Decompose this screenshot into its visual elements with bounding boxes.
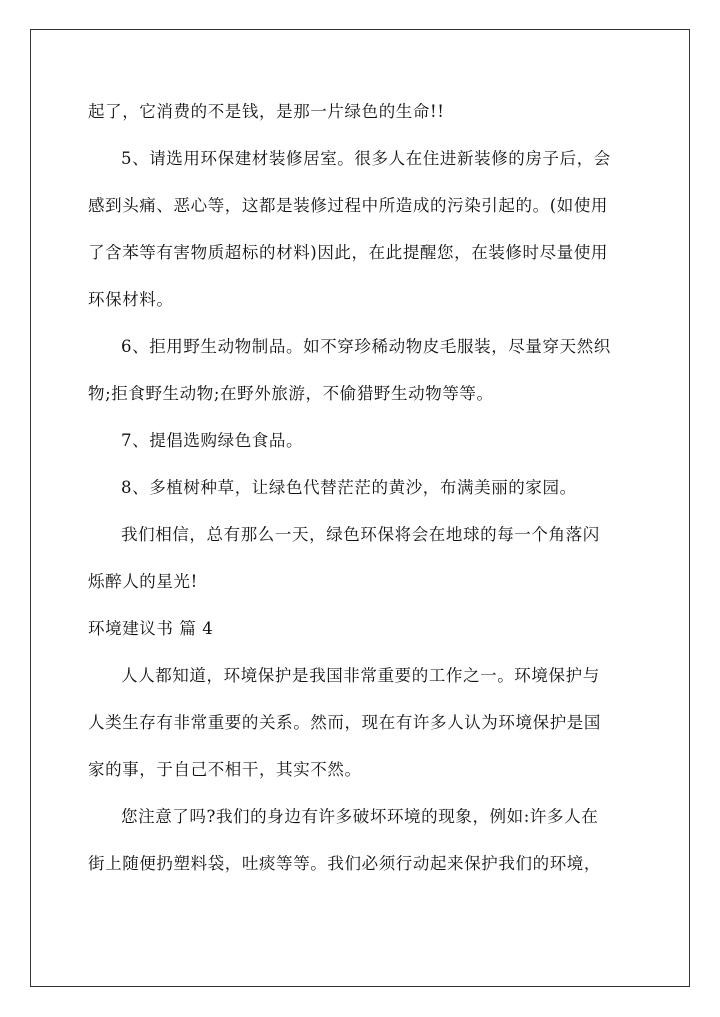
text-line: 6、拒用野生动物制品。如不穿珍稀动物皮毛服装，尽量穿天然织 xyxy=(121,337,611,356)
text-line: 人人都知道，环境保护是我国非常重要的工作之一。环境保护与 xyxy=(121,666,600,685)
text-line: 物;拒食野生动物;在野外旅游，不偷猎野生动物等等。 xyxy=(88,384,494,403)
text-line: 起了，它消费的不是钱，是那一片绿色的生命!! xyxy=(88,102,445,121)
text-line: 感到头痛、恶心等，这都是装修过程中所造成的污染引起的。(如使用 xyxy=(88,196,609,215)
text-line: 您注意了吗?我们的身边有许多破坏环境的现象，例如:许多人在 xyxy=(121,807,599,826)
text-line: 烁醉人的星光! xyxy=(88,572,198,591)
text-line: 了含苯等有害物质超标的材料)因此，在此提醒您，在装修时尽量使用 xyxy=(88,243,609,262)
text-line: 人类生存有非常重要的关系。然而，现在有许多人认为环境保护是国 xyxy=(88,713,601,732)
text-line: 7、提倡选购绿色食品。 xyxy=(121,431,304,450)
text-line: 8、多植树种草，让绿色代替茫茫的黄沙，布满美丽的家园。 xyxy=(121,478,577,497)
text-line: 街上随便扔塑料袋，吐痰等等。我们必须行动起来保护我们的环境， xyxy=(88,854,601,873)
text-line: 家的事，于自己不相干，其实不然。 xyxy=(88,760,362,779)
text-line: 我们相信，总有那么一天，绿色环保将会在地球的每一个角落闪 xyxy=(121,525,600,544)
page-border xyxy=(30,29,690,987)
section-heading: 环境建议书 篇 4 xyxy=(88,619,214,638)
text-line: 环保材料。 xyxy=(88,290,174,309)
text-line: 5、请选用环保建材装修居室。很多人在住进新装修的房子后，会 xyxy=(121,149,611,168)
